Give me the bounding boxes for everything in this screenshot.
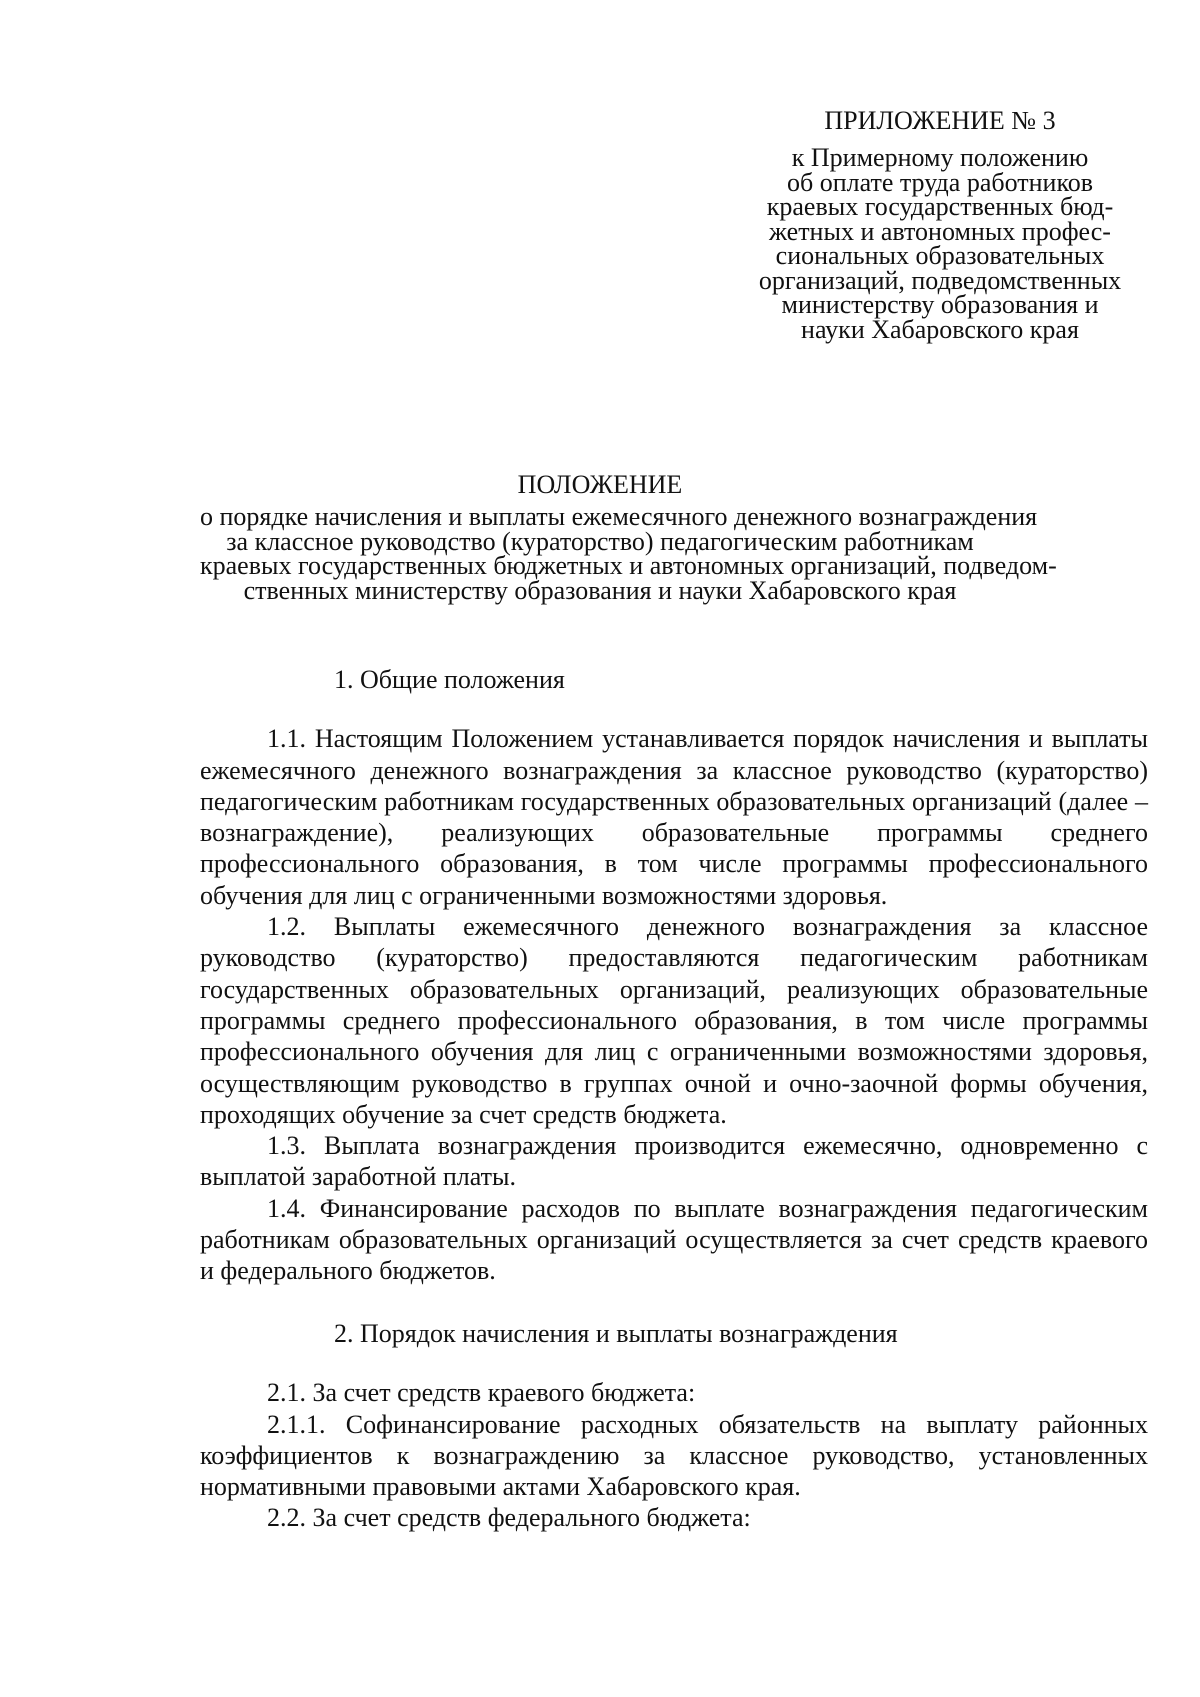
section-general-provisions (200, 664, 1148, 1287)
paragraph: 1.4. Финансирование расходов по выплате вознаграждения педагогическим работникам образовательных организаций осуществляется за счет средств краевого и федерального бюджетов. (200, 1193, 1148, 1286)
document-subtitle (200, 502, 1057, 605)
section-heading-text: 2. Порядок начисления и выплаты вознаграждения (334, 1319, 898, 1348)
subtitle-line: за классное руководство (кураторство) педагогическим работникам (226, 526, 974, 556)
section-payment-procedure (200, 1318, 1148, 1534)
subtitle-line: о порядке начисления и выплаты ежемесячного денежного вознаграждения (200, 502, 1038, 531)
appendix-line: жетных и автономных профес- (769, 216, 1111, 246)
paragraph: 2.2. За счет средств федерального бюджета: (267, 1503, 751, 1533)
appendix-header (730, 104, 1150, 342)
subtitle-line: краевых государственных бюджетных и автономных организаций, подведом- (200, 551, 1057, 580)
appendix-line: министерству образования и (781, 290, 1099, 319)
section-heading (200, 664, 1148, 695)
appendix-line: краевых государственных бюд- (766, 192, 1114, 221)
appendix-title: ПРИЛОЖЕНИЕ № 3 (824, 106, 1056, 135)
appendix-line: к Примерному положению (791, 143, 1089, 172)
appendix-line: об оплате труда работников (786, 167, 1094, 197)
section-heading (200, 1318, 1148, 1349)
paragraph: 1.1. Настоящим Положением устанавливается порядок начисления и выплаты ежемесячного денежного вознаграждения за классное руководство (кураторство) педагогическим работникам государственных образовательных организаций (далее – вознаграждение), реализующих образовательные программы среднего профессионального образования, в том числе программы профессионального обучения для лиц с ограниченными возможностями здоровья. (200, 724, 1148, 910)
subtitle-line: ственных министерству образования и науки Хабаровского края (243, 575, 957, 605)
appendix-line: организаций, подведомственных (758, 265, 1122, 295)
section-heading-text: 1. Общие положения (334, 665, 565, 694)
paragraph: 2.1.1. Софинансирование расходных обязательств на выплату районных коэффициентов к вознаграждению за классное руководство, установленных нормативными правовыми актами Хабаровского края. (200, 1409, 1148, 1502)
appendix-line: сиональных образовательных (775, 241, 1105, 270)
paragraph: 1.2. Выплаты ежемесячного денежного вознаграждения за классное руководство (кураторство) предоставляются педагогическим работникам государственных образовательных организаций, реализующих образовательные программы среднего профессионального образования, в том числе программы профессионального обучения для лиц с ограниченными возможностями здоровья, осуществляющим руководство в группах очной и очно-заочной формы обучения, проходящих обучение за счет средств бюджета. (200, 912, 1148, 1129)
paragraph: 2.1. За счет средств краевого бюджета: (267, 1378, 696, 1408)
document-title: ПОЛОЖЕНИЕ (517, 470, 683, 499)
paragraph: 1.3. Выплата вознаграждения производится ежемесячно, одновременно с выплатой заработной платы. (200, 1131, 1148, 1192)
appendix-line: науки Хабаровского края (801, 314, 1079, 344)
